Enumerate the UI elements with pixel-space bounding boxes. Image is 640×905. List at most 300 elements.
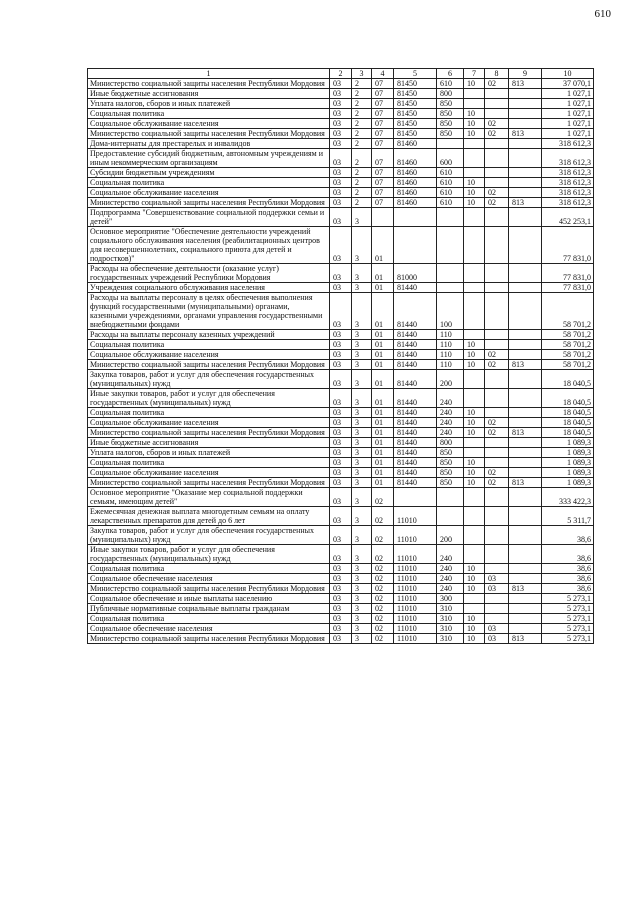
section-cell: 03: [330, 488, 352, 507]
target-cell: 81440: [394, 283, 437, 293]
name-cell: Дома-интернаты для престарелых и инвалидов: [88, 139, 330, 149]
table-row: [88, 149, 594, 168]
activity-cell: 01: [372, 360, 394, 370]
section-cell: 03: [330, 448, 352, 458]
target-cell: 11010: [394, 574, 437, 584]
subprogram-cell: 3: [352, 389, 372, 408]
table-row: [88, 99, 594, 109]
activity-cell: 02: [372, 614, 394, 624]
amount-cell: 318 612,3: [542, 139, 594, 149]
section-cell: 03: [330, 198, 352, 208]
name-cell: Предоставление субсидий бюджетным, автономным учреждениям и иным некоммерческим организациям: [88, 149, 330, 168]
activity-cell: 01: [372, 340, 394, 350]
subdivision-cell: [485, 526, 509, 545]
subprogram-cell: 3: [352, 340, 372, 350]
name-cell: Социальное обслуживание населения: [88, 418, 330, 428]
activity-cell: 02: [372, 604, 394, 614]
ministry-cell: [509, 545, 542, 564]
column-header: 4: [372, 69, 394, 79]
table-row: [88, 360, 594, 370]
target-cell: 81450: [394, 119, 437, 129]
division-cell: [464, 99, 485, 109]
name-cell: Министерство социальной защиты населения Республики Мордовия: [88, 79, 330, 89]
subprogram-cell: 3: [352, 293, 372, 330]
name-cell: Министерство социальной защиты населения Республики Мордовия: [88, 428, 330, 438]
ministry-cell: [509, 448, 542, 458]
name-cell: Уплата налогов, сборов и иных платежей: [88, 99, 330, 109]
target-cell: 81450: [394, 99, 437, 109]
table-row: [88, 293, 594, 330]
subdivision-cell: [485, 370, 509, 389]
ministry-cell: 813: [509, 129, 542, 139]
target-cell: 81440: [394, 408, 437, 418]
amount-cell: 5 273,1: [542, 614, 594, 624]
subprogram-cell: 3: [352, 488, 372, 507]
division-cell: 10: [464, 109, 485, 119]
name-cell: Социальная политика: [88, 614, 330, 624]
expense-type-cell: 200: [437, 370, 464, 389]
ministry-cell: 813: [509, 428, 542, 438]
amount-cell: 77 831,0: [542, 264, 594, 283]
subprogram-cell: 3: [352, 614, 372, 624]
subdivision-cell: [485, 614, 509, 624]
amount-cell: 1 089,3: [542, 468, 594, 478]
division-cell: 10: [464, 178, 485, 188]
activity-cell: 02: [372, 526, 394, 545]
subprogram-cell: 2: [352, 168, 372, 178]
expense-type-cell: [437, 264, 464, 283]
expense-type-cell: [437, 283, 464, 293]
division-cell: 10: [464, 129, 485, 139]
subdivision-cell: [485, 227, 509, 264]
target-cell: 81440: [394, 448, 437, 458]
expense-type-cell: 200: [437, 526, 464, 545]
target-cell: [394, 488, 437, 507]
activity-cell: 02: [372, 584, 394, 594]
table-row: [88, 468, 594, 478]
activity-cell: 01: [372, 227, 394, 264]
subprogram-cell: 3: [352, 545, 372, 564]
division-cell: 10: [464, 340, 485, 350]
subprogram-cell: 3: [352, 448, 372, 458]
subprogram-cell: 3: [352, 634, 372, 644]
section-cell: 03: [330, 168, 352, 178]
name-cell: Социальная политика: [88, 564, 330, 574]
target-cell: 81440: [394, 293, 437, 330]
subdivision-cell: [485, 389, 509, 408]
section-cell: 03: [330, 330, 352, 340]
activity-cell: 02: [372, 634, 394, 644]
subdivision-cell: [485, 448, 509, 458]
amount-cell: 58 701,2: [542, 350, 594, 360]
name-cell: Подпрограмма "Совершенствование социальной поддержки семьи и детей": [88, 208, 330, 227]
section-cell: 03: [330, 208, 352, 227]
subprogram-cell: 3: [352, 478, 372, 488]
expense-type-cell: 110: [437, 330, 464, 340]
table-row: [88, 129, 594, 139]
ministry-cell: [509, 139, 542, 149]
target-cell: 81440: [394, 458, 437, 468]
subprogram-cell: 2: [352, 79, 372, 89]
expense-type-cell: 110: [437, 360, 464, 370]
ministry-cell: [509, 488, 542, 507]
target-cell: 81440: [394, 340, 437, 350]
subdivision-cell: [485, 564, 509, 574]
subdivision-cell: [485, 340, 509, 350]
subdivision-cell: [485, 488, 509, 507]
subdivision-cell: 02: [485, 79, 509, 89]
subprogram-cell: 2: [352, 109, 372, 119]
division-cell: 10: [464, 408, 485, 418]
name-cell: Министерство социальной защиты населения Республики Мордовия: [88, 360, 330, 370]
amount-cell: 38,6: [542, 564, 594, 574]
ministry-cell: [509, 468, 542, 478]
ministry-cell: [509, 370, 542, 389]
table-row: [88, 139, 594, 149]
ministry-cell: [509, 594, 542, 604]
subprogram-cell: 2: [352, 198, 372, 208]
column-header: 3: [352, 69, 372, 79]
division-cell: [464, 330, 485, 340]
amount-cell: 1 089,3: [542, 438, 594, 448]
target-cell: 11010: [394, 545, 437, 564]
division-cell: [464, 488, 485, 507]
section-cell: 03: [330, 614, 352, 624]
ministry-cell: [509, 604, 542, 614]
subdivision-cell: [485, 408, 509, 418]
ministry-cell: [509, 208, 542, 227]
section-cell: 03: [330, 227, 352, 264]
activity-cell: 07: [372, 188, 394, 198]
amount-cell: 18 040,5: [542, 418, 594, 428]
activity-cell: 02: [372, 545, 394, 564]
ministry-cell: [509, 340, 542, 350]
division-cell: 10: [464, 574, 485, 584]
expense-type-cell: [437, 507, 464, 526]
subprogram-cell: 3: [352, 526, 372, 545]
name-cell: Иные бюджетные ассигнования: [88, 438, 330, 448]
amount-cell: 37 070,1: [542, 79, 594, 89]
target-cell: 81450: [394, 109, 437, 119]
ministry-cell: [509, 624, 542, 634]
budget-table: [87, 68, 594, 644]
ministry-cell: [509, 458, 542, 468]
division-cell: 10: [464, 428, 485, 438]
subdivision-cell: [485, 283, 509, 293]
expense-type-cell: [437, 139, 464, 149]
subdivision-cell: [485, 168, 509, 178]
name-cell: Иные бюджетные ассигнования: [88, 89, 330, 99]
subprogram-cell: 3: [352, 360, 372, 370]
subprogram-cell: 3: [352, 574, 372, 584]
subprogram-cell: 2: [352, 119, 372, 129]
expense-type-cell: 310: [437, 614, 464, 624]
name-cell: Расходы на обеспечение деятельности (оказание услуг) государственных учреждений Республики Мордовия: [88, 264, 330, 283]
column-header: 9: [509, 69, 542, 79]
table-row: [88, 574, 594, 584]
expense-type-cell: 100: [437, 293, 464, 330]
target-cell: 81440: [394, 428, 437, 438]
name-cell: Социальная политика: [88, 109, 330, 119]
expense-type-cell: 240: [437, 408, 464, 418]
division-cell: [464, 208, 485, 227]
activity-cell: 01: [372, 478, 394, 488]
expense-type-cell: 600: [437, 149, 464, 168]
subprogram-cell: 3: [352, 330, 372, 340]
expense-type-cell: 850: [437, 129, 464, 139]
amount-cell: 38,6: [542, 545, 594, 564]
target-cell: 11010: [394, 604, 437, 614]
expense-type-cell: 850: [437, 468, 464, 478]
section-cell: 03: [330, 149, 352, 168]
subdivision-cell: 02: [485, 188, 509, 198]
subprogram-cell: 3: [352, 418, 372, 428]
subprogram-cell: 3: [352, 227, 372, 264]
activity-cell: 07: [372, 178, 394, 188]
amount-cell: 38,6: [542, 526, 594, 545]
subprogram-cell: 3: [352, 584, 372, 594]
table-row: [88, 340, 594, 350]
activity-cell: 02: [372, 507, 394, 526]
subdivision-cell: [485, 89, 509, 99]
expense-type-cell: 850: [437, 448, 464, 458]
activity-cell: 02: [372, 574, 394, 584]
table-row: [88, 264, 594, 283]
subdivision-cell: 02: [485, 350, 509, 360]
name-cell: Основное мероприятие "Обеспечение деятельности учреждений социального обслуживания населения (реабилитационных центров для несовершеннолетних, социального приюта для детей и подростков)": [88, 227, 330, 264]
activity-cell: 01: [372, 350, 394, 360]
section-cell: 03: [330, 545, 352, 564]
target-cell: [394, 208, 437, 227]
division-cell: 10: [464, 584, 485, 594]
division-cell: 10: [464, 634, 485, 644]
activity-cell: [372, 208, 394, 227]
target-cell: 81440: [394, 370, 437, 389]
subprogram-cell: 3: [352, 507, 372, 526]
table-row: [88, 408, 594, 418]
target-cell: 81440: [394, 389, 437, 408]
division-cell: [464, 507, 485, 526]
amount-cell: 1 027,1: [542, 129, 594, 139]
table-row: [88, 526, 594, 545]
target-cell: [394, 227, 437, 264]
target-cell: 11010: [394, 634, 437, 644]
table-row: [88, 438, 594, 448]
subprogram-cell: 3: [352, 458, 372, 468]
expense-type-cell: 850: [437, 478, 464, 488]
expense-type-cell: 610: [437, 178, 464, 188]
amount-cell: 5 273,1: [542, 624, 594, 634]
subdivision-cell: [485, 507, 509, 526]
subdivision-cell: 02: [485, 198, 509, 208]
table-row: [88, 178, 594, 188]
name-cell: Социальная политика: [88, 178, 330, 188]
activity-cell: 07: [372, 119, 394, 129]
division-cell: 10: [464, 564, 485, 574]
section-cell: 03: [330, 564, 352, 574]
amount-cell: 318 612,3: [542, 168, 594, 178]
target-cell: 81460: [394, 188, 437, 198]
expense-type-cell: 110: [437, 340, 464, 350]
ministry-cell: 813: [509, 584, 542, 594]
activity-cell: 02: [372, 564, 394, 574]
expense-type-cell: 850: [437, 99, 464, 109]
expense-type-cell: 850: [437, 458, 464, 468]
ministry-cell: [509, 109, 542, 119]
activity-cell: 07: [372, 129, 394, 139]
expense-type-cell: 240: [437, 574, 464, 584]
subdivision-cell: 02: [485, 428, 509, 438]
subdivision-cell: [485, 99, 509, 109]
column-header: 5: [394, 69, 437, 79]
ministry-cell: [509, 350, 542, 360]
table-row: [88, 488, 594, 507]
section-cell: 03: [330, 438, 352, 448]
name-cell: Социальная политика: [88, 340, 330, 350]
target-cell: 81460: [394, 139, 437, 149]
target-cell: 81450: [394, 89, 437, 99]
subprogram-cell: 3: [352, 624, 372, 634]
table-row: [88, 198, 594, 208]
division-cell: 10: [464, 188, 485, 198]
subdivision-cell: [485, 594, 509, 604]
ministry-cell: [509, 389, 542, 408]
column-header: 8: [485, 69, 509, 79]
division-cell: 10: [464, 119, 485, 129]
subprogram-cell: 3: [352, 408, 372, 418]
activity-cell: 01: [372, 370, 394, 389]
column-header: 10: [542, 69, 594, 79]
amount-cell: 58 701,2: [542, 293, 594, 330]
section-cell: 03: [330, 584, 352, 594]
subprogram-cell: 2: [352, 129, 372, 139]
table-body: [88, 79, 594, 644]
amount-cell: 18 040,5: [542, 370, 594, 389]
table-row: [88, 119, 594, 129]
amount-cell: 1 027,1: [542, 119, 594, 129]
target-cell: 81460: [394, 198, 437, 208]
ministry-cell: [509, 119, 542, 129]
ministry-cell: 813: [509, 79, 542, 89]
activity-cell: 02: [372, 488, 394, 507]
name-cell: Ежемесячная денежная выплата многодетным семьям на оплату лекарственных препаратов для детей до 6 лет: [88, 507, 330, 526]
section-cell: 03: [330, 360, 352, 370]
target-cell: 81440: [394, 350, 437, 360]
section-cell: 03: [330, 109, 352, 119]
name-cell: Социальная политика: [88, 458, 330, 468]
amount-cell: 1 027,1: [542, 99, 594, 109]
subdivision-cell: 02: [485, 360, 509, 370]
subprogram-cell: 3: [352, 594, 372, 604]
expense-type-cell: 850: [437, 109, 464, 119]
name-cell: Публичные нормативные социальные выплаты гражданам: [88, 604, 330, 614]
subprogram-cell: 3: [352, 428, 372, 438]
expense-type-cell: 240: [437, 584, 464, 594]
expense-type-cell: 240: [437, 428, 464, 438]
ministry-cell: [509, 614, 542, 624]
amount-cell: 18 040,5: [542, 408, 594, 418]
page-number: 610: [594, 8, 611, 20]
target-cell: 11010: [394, 594, 437, 604]
section-cell: 03: [330, 293, 352, 330]
ministry-cell: [509, 283, 542, 293]
division-cell: [464, 370, 485, 389]
ministry-cell: [509, 293, 542, 330]
subprogram-cell: 3: [352, 208, 372, 227]
subdivision-cell: 03: [485, 624, 509, 634]
activity-cell: 07: [372, 89, 394, 99]
table-row: [88, 584, 594, 594]
target-cell: 11010: [394, 564, 437, 574]
ministry-cell: 813: [509, 634, 542, 644]
division-cell: [464, 89, 485, 99]
section-cell: 03: [330, 350, 352, 360]
amount-cell: 318 612,3: [542, 198, 594, 208]
section-cell: 03: [330, 340, 352, 350]
target-cell: 11010: [394, 624, 437, 634]
amount-cell: 5 273,1: [542, 604, 594, 614]
section-cell: 03: [330, 634, 352, 644]
amount-cell: 18 040,5: [542, 428, 594, 438]
table-row: [88, 418, 594, 428]
column-header: 7: [464, 69, 485, 79]
target-cell: 11010: [394, 614, 437, 624]
section-cell: 03: [330, 283, 352, 293]
name-cell: Иные закупки товаров, работ и услуг для обеспечения государственных (муниципальных) нужд: [88, 389, 330, 408]
expense-type-cell: 850: [437, 119, 464, 129]
activity-cell: 07: [372, 99, 394, 109]
name-cell: Закупка товаров, работ и услуг для обеспечения государственных (муниципальных) нужд: [88, 526, 330, 545]
activity-cell: 01: [372, 408, 394, 418]
division-cell: [464, 149, 485, 168]
expense-type-cell: 800: [437, 438, 464, 448]
subprogram-cell: 3: [352, 283, 372, 293]
ministry-cell: [509, 188, 542, 198]
subdivision-cell: [485, 458, 509, 468]
section-cell: 03: [330, 129, 352, 139]
amount-cell: 1 089,3: [542, 448, 594, 458]
ministry-cell: [509, 507, 542, 526]
activity-cell: 07: [372, 109, 394, 119]
name-cell: Социальное обслуживание населения: [88, 468, 330, 478]
ministry-cell: [509, 178, 542, 188]
ministry-cell: [509, 526, 542, 545]
subdivision-cell: [485, 438, 509, 448]
division-cell: [464, 293, 485, 330]
name-cell: Социальная политика: [88, 408, 330, 418]
division-cell: [464, 594, 485, 604]
ministry-cell: [509, 574, 542, 584]
table-row: [88, 283, 594, 293]
section-cell: 03: [330, 478, 352, 488]
subprogram-cell: 3: [352, 604, 372, 614]
target-cell: 81440: [394, 478, 437, 488]
column-header: 1: [88, 69, 330, 79]
section-cell: 03: [330, 119, 352, 129]
activity-cell: 07: [372, 149, 394, 168]
subdivision-cell: [485, 293, 509, 330]
target-cell: 81440: [394, 418, 437, 428]
table-row: [88, 545, 594, 564]
subdivision-cell: 02: [485, 129, 509, 139]
subprogram-cell: 2: [352, 139, 372, 149]
activity-cell: 07: [372, 198, 394, 208]
activity-cell: 01: [372, 458, 394, 468]
expense-type-cell: 310: [437, 634, 464, 644]
activity-cell: 01: [372, 468, 394, 478]
subprogram-cell: 3: [352, 370, 372, 389]
name-cell: Иные закупки товаров, работ и услуг для обеспечения государственных (муниципальных) нужд: [88, 545, 330, 564]
